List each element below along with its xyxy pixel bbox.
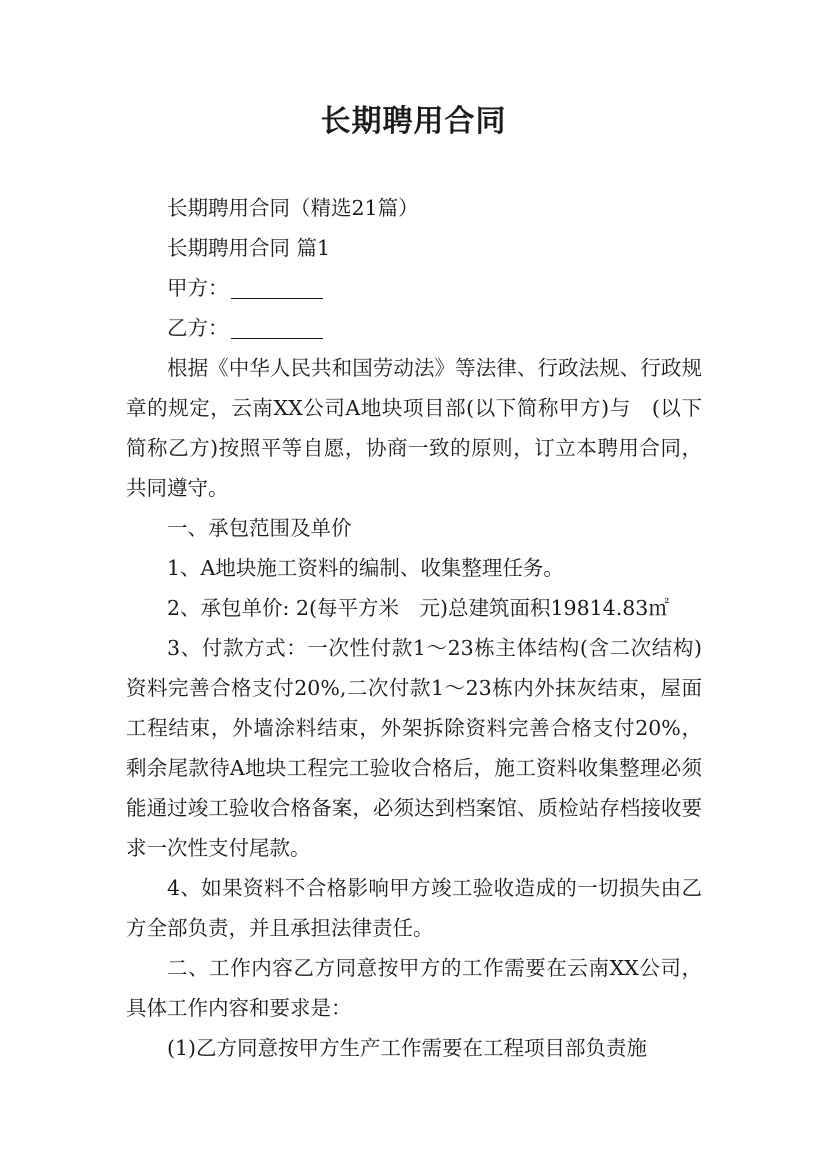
party-b-blank: [231, 316, 323, 339]
section-2-title: 二、工作内容乙方同意按甲方的工作需要在云南XX公司，具体工作内容和要求是：: [126, 956, 702, 1020]
party-b-label: 乙方：: [167, 316, 229, 340]
item-3: 3、付款方式：一次性付款1～23栋主体结构(含二次结构)资料完善合格支付20%,二次付款1～23栋内外抹灰结束，屋面工程结束，外墙涂料结束，外架拆除资料完善合格支付20%，剩余尾款待A地块工程完工验收合格后，施工资料收集整理必须能通过竣工验收合格备案，必须达到档案馆、质检站存档接收要求一次性支付尾款。: [126, 636, 702, 860]
document-body: [126, 188, 702, 1068]
section-1-title: 一、承包范围及单价: [167, 516, 352, 540]
party-b-line: [126, 308, 702, 348]
party-a-line: [126, 268, 702, 308]
item-1: 1、A地块施工资料的编制、收集整理任务。: [167, 556, 564, 580]
intro-paragraph: 根据《中华人民共和国劳动法》等法律、行政法规、行政规章的规定，云南XX公司A地块项目部(以下简称甲方)与 (以下简称乙方)按照平等自愿，协商一致的原则，订立本聘用合同，共同遵守。: [126, 356, 702, 500]
document-subtitle: 长期聘用合同（精选21篇）: [167, 196, 419, 220]
document-title: 长期聘用合同: [320, 104, 507, 139]
item-4: 4、如果资料不合格影响甲方竣工验收造成的一切损失由乙方全部负责，并且承担法律责任。: [126, 876, 702, 940]
section-heading: 长期聘用合同 篇1: [167, 236, 331, 260]
item-2: 2、承包单价: 2(每平方米 元)总建筑面积19814.83㎡: [167, 596, 669, 620]
party-a-label: 甲方：: [167, 276, 229, 300]
section-2-item-1: (1)乙方同意按甲方生产工作需要在工程项目部负责施: [167, 1036, 648, 1060]
party-a-blank: [231, 276, 323, 299]
